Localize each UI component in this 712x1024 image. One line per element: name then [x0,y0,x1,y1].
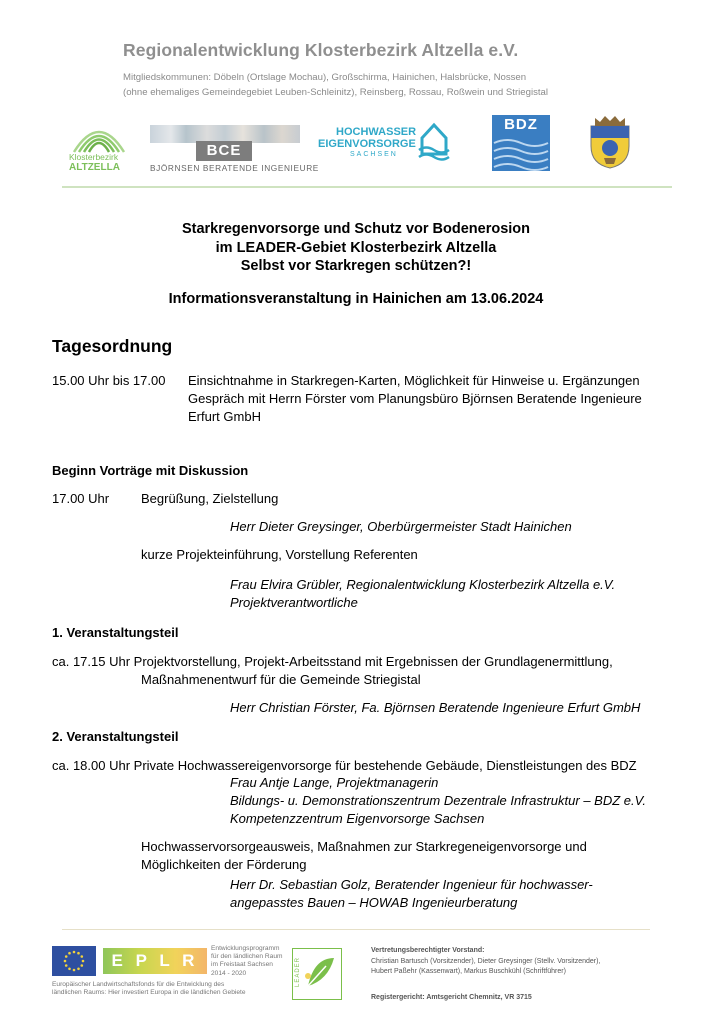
eplr-small-3: im Freistaat Sachsen [211,961,273,969]
eplr-description [211,945,282,978]
eu-flag [52,946,96,976]
logo-bdz [492,115,550,171]
slot3-item: kurze Projekteinführung, Vorstellung Referenten [141,547,418,562]
part1-line-2: Maßnahmenentwurf für die Gemeinde Striegistal [141,672,421,687]
coat-of-arms-hainichen [588,112,632,170]
part2b-line-2: Möglichkeiten der Förderung [141,857,307,872]
part2-speaker [230,774,646,828]
talks-heading: Beginn Vorträge mit Diskussion [52,463,249,478]
coat-of-arms-icon [588,112,632,170]
part1-speaker: Herr Christian Förster, Fa. Björnsen Beratende Ingenieure Erfurt GmbH [230,700,641,715]
part1-line-1: ca. 17.15 Uhr Projektvorstellung, Projekt-Arbeitsstand mit Ergebnissen der Grundlagenermittlung, [52,654,613,669]
board-line-2: Hubert Paßehr (Kassenwart), Markus Buschkühl (Schriftführer) [371,968,566,975]
member-municipalities [123,71,548,100]
logo-bce [150,125,319,175]
part2-speaker-line-1: Frau Antje Lange, Projektmanagerin [230,775,439,790]
slot1-time: 15.00 Uhr bis 17.00 [52,373,166,388]
title-line-2: im LEADER-Gebiet Klosterbezirk Altzella [215,239,497,256]
part2b-item [141,838,587,874]
title-line-1: Starkregenvorsorge und Schutz vor Bodenerosion [181,221,531,237]
agenda-heading: Tagesordnung [52,336,173,356]
slot3-speaker-line-2: Projektverantwortliche [230,595,358,610]
slot1-line-2: Gespräch mit Herrn Förster vom Planungsbüro Björnsen Beratende Ingenieure [188,391,642,406]
org-title: Regionalentwicklung Klosterbezirk Altzella e.V. [123,40,519,60]
altzella-line-2: ALTZELLA [69,162,120,173]
slot2-time: 17.00 Uhr [52,491,110,506]
part2b-line-1: Hochwasservorsorgeausweis, Maßnahmen zur Starkregeneigenvorsorge und [141,839,587,854]
part2-line-1: ca. 18.00 Uhr Private Hochwassereigenvorsorge für bestehende Gebäude, Dienstleistungen des BDZ [52,758,637,773]
part2-speaker-line-2: Bildungs- u. Demonstrationszentrum Dezentrale Infrastruktur – BDZ e.V. [230,793,646,808]
slot1-line-1: Einsichtnahme in Starkregen-Karten, Möglichkeit für Hinweise u. Ergänzungen [188,373,640,388]
eplr-small-2: für den ländlichen Raum [211,953,283,961]
house-water-icon [418,120,450,162]
eu-stars-icon [52,946,96,976]
hw-line-1: HOCHWASSER [336,126,417,138]
slot3-speaker [230,576,615,612]
members-line-2: (ohne ehemaliges Gemeindegebiet Leuben-Schleinitz), Reinsberg, Rossau, Roßwein und Striegistal [123,86,549,98]
part2b-speaker [230,876,593,912]
part2b-speaker-line-1: Herr Dr. Sebastian Golz, Beratender Ingenieur für hochwasser- [230,877,593,892]
part2-speaker-line-3: Kompetenzzentrum Eigenvorsorge Sachsen [230,811,485,826]
register-court: Registergericht: Amtsgericht Chemnitz, VR 3715 [371,994,532,1001]
slot2-item: Begrüßung, Zielstellung [141,491,279,506]
part2b-speaker-line-2: angepasstes Bauen – HOWAB Ingenieurberatung [230,895,518,910]
slot2-speaker: Herr Dieter Greysinger, Oberbürgermeister Stadt Hainichen [230,519,572,534]
part2-heading: 2. Veranstaltungsteil [52,729,179,744]
title-line-3: Selbst vor Starkregen schützen?! [240,258,472,274]
eplr-logo [103,948,207,974]
leader-text: LEADER [295,956,302,988]
logo-altzella [68,114,130,176]
event-title [0,220,712,276]
eu-fund-line-1: Europäischer Landwirtschaftsfonds für die Entwicklung des [52,981,225,988]
eplr-small-4: 2014 - 2020 [211,969,247,977]
bdz-waves-icon [492,135,550,171]
eu-fund-line-2: ländlichen Raums: Hier investiert Europa in die ländlichen Gebiete [52,989,246,997]
logo-hochwasser-eigenvorsorge [318,118,453,168]
eplr-small-1: Entwicklungsprogramm [211,945,280,952]
hw-line-3: SACHSEN [350,151,398,158]
altzella-arches-icon [68,114,130,154]
board-line-1: Christian Bartusch (Vorsitzender), Dieter Greysinger (Stellv. Vorsitzender), [371,957,601,965]
hw-line-2: EIGENVORSORGE [318,138,416,150]
bce-company-text: BJÖRNSEN BERATENDE INGENIEURE [150,163,319,173]
eu-fund-text [52,981,246,997]
header-divider [62,186,672,188]
slot1-line-3: Erfurt GmbH [188,409,261,424]
leader-logo [292,948,342,1000]
part1-heading: 1. Veranstaltungsteil [52,625,179,640]
slot1-text [188,372,642,426]
altzella-line-1: Klosterbezirk [69,152,119,162]
slot3-speaker-line-1: Frau Elvira Grübler, Regionalentwicklung Klosterbezirk Altzella e.V. [230,577,616,592]
bce-mark: BCE [196,141,252,161]
members-line-1: Mitgliedskommunen: Döbeln (Ortslage Mochau), Großschirma, Hainichen, Halsbrücke, Nossen [123,72,527,83]
board-info [371,946,600,978]
event-date-line: Informationsveranstaltung in Hainichen am 13.06.2024 [168,291,544,307]
board-title: Vertretungsberechtigter Vorstand: [371,947,485,954]
bdz-text: BDZ [504,116,538,133]
eplr-text: E P L R [111,951,199,970]
footer-divider [62,929,650,930]
